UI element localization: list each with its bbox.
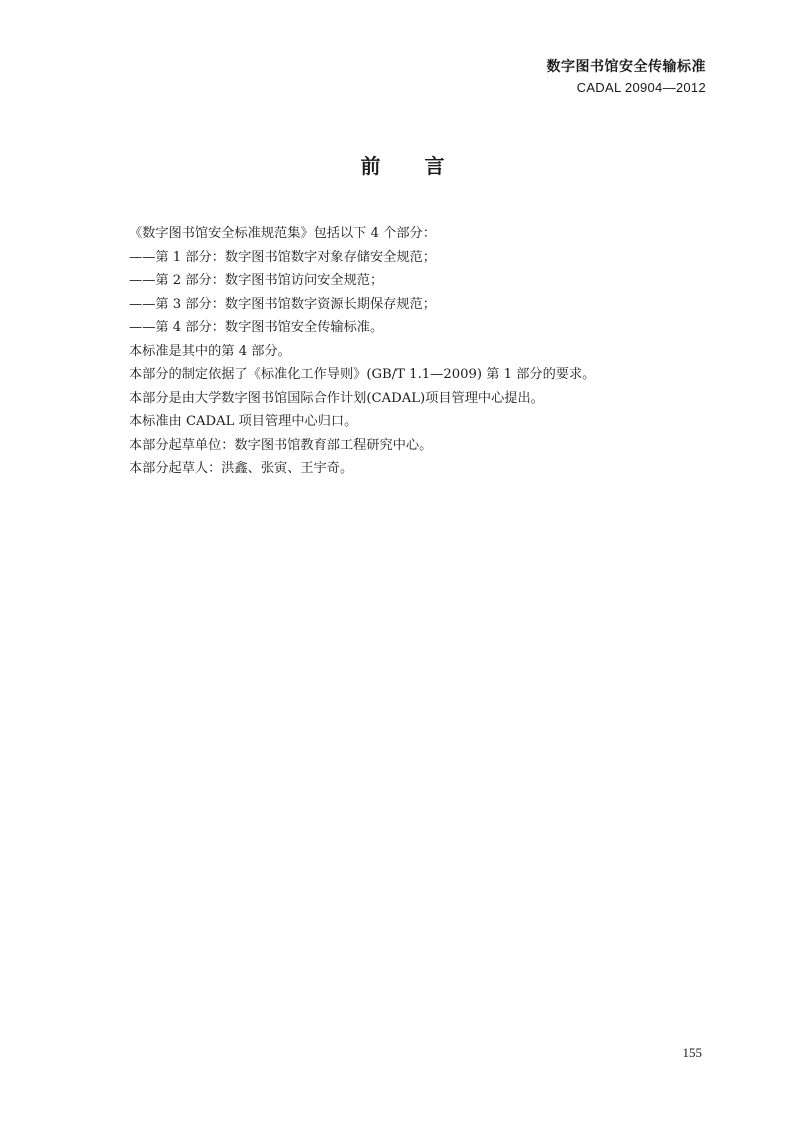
body-paragraph: 本部分是由大学数字图书馆国际合作计划(CADAL)项目管理中心提出。: [129, 390, 544, 406]
body-paragraph: 本部分起草人：洪鑫、张寅、王宇奇。: [129, 461, 354, 476]
body-paragraph: 本部分的制定依据了《标准化工作导则》(GB/T 1.1—2009) 第 1 部分的要求。: [129, 367, 596, 382]
intro-paragraph: 《数字图书馆安全标准规范集》包括以下 4 个部分：: [129, 226, 436, 241]
body-paragraph: 本部分起草单位：数字图书馆教育部工程研究中心。: [129, 437, 433, 453]
part-list-item: ——第 2 部分：数字图书馆访问安全规范；: [129, 273, 384, 288]
part-list-item: ——第 1 部分：数字图书馆数字对象存储安全规范；: [129, 249, 436, 265]
page-number: 155: [682, 1045, 702, 1060]
standard-title: 数字图书馆安全传输标准: [546, 59, 706, 75]
body-text: [129, 222, 729, 481]
body-paragraph: 本标准由 CADAL 项目管理中心归口。: [129, 414, 358, 429]
section-heading: 前言: [360, 154, 489, 178]
standard-code: CADAL 20904—2012: [576, 80, 706, 95]
part-list-item: ——第 4 部分：数字图书馆安全传输标准。: [129, 320, 384, 335]
part-list-item: ——第 3 部分：数字图书馆数字资源长期保存规范；: [129, 296, 436, 312]
body-paragraph: 本标准是其中的第 4 部分。: [129, 343, 291, 359]
